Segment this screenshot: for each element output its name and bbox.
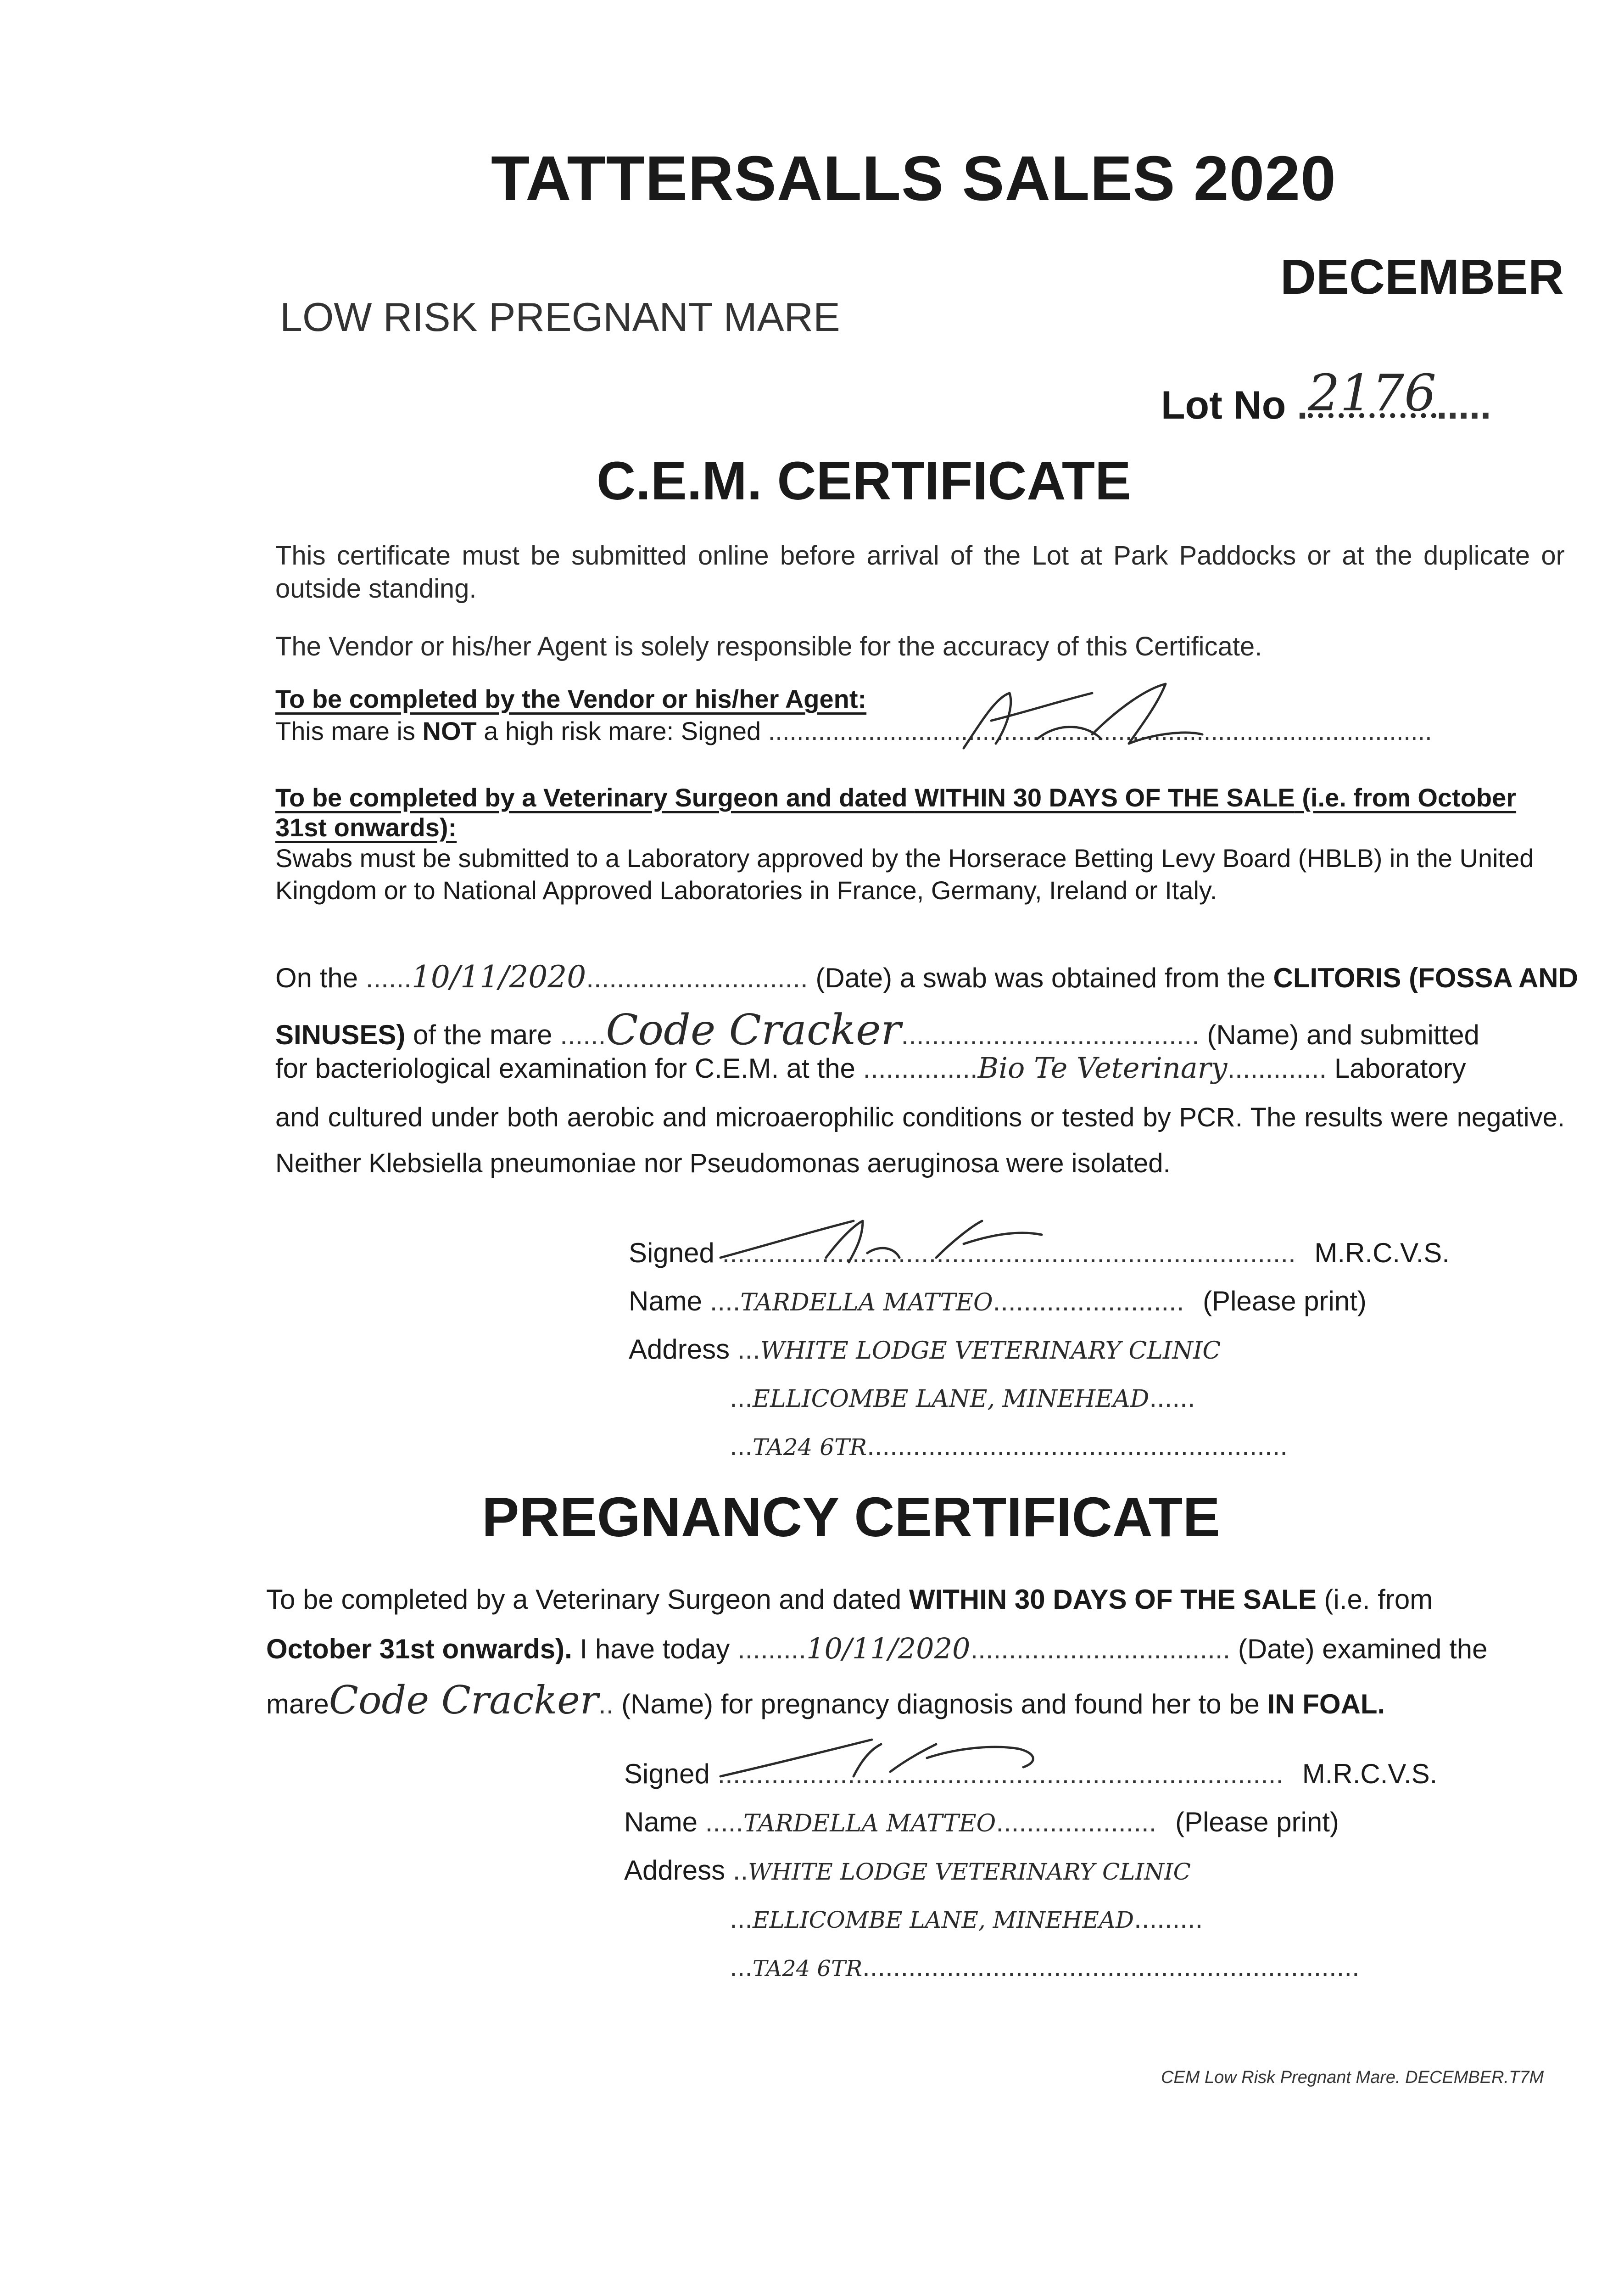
pregnancy-mare-name: Code Cracker <box>329 1678 599 1723</box>
pregnancy-vet-name: TARDELLA MATTEO <box>743 1810 996 1837</box>
vendor-declaration: This mare is NOT a high risk mare: Signed ............................................................................................. <box>275 716 1432 745</box>
cem-swab-date: 10/11/2020 <box>411 959 586 995</box>
cem-address-value-3: TA24 6TR <box>753 1434 867 1461</box>
cem-mare-line: SINUSES) of the mare ......Code Cracker....................................... (Name) and submitted <box>275 1005 1479 1054</box>
cem-address-value-1: WHITE LODGE VETERINARY CLINIC <box>760 1337 1221 1365</box>
page-title: TATTERSALLS SALES 2020 <box>491 143 1336 214</box>
pregnancy-address-value-2: ELLICOMBE LANE, MINEHEAD <box>753 1907 1134 1933</box>
pregnancy-vet-signature <box>716 1730 1065 1786</box>
cem-date-line: On the ......10/11/2020............................. (Date) a swab was obtained from the CLITORIS (FOSSA AND <box>275 959 1578 995</box>
pregnancy-address-value-1: WHITE LODGE VETERINARY CLINIC <box>748 1858 1191 1885</box>
cem-intro-submission: This certificate must be submitted online before arrival of the Lot at Park Paddocks or at the duplicate or outside standing. <box>275 541 1565 604</box>
pregnancy-name-line: Name .....TARDELLA MATTEO..................... (Please print) <box>624 1807 1339 1837</box>
footer-reference: CEM Low Risk Pregnant Mare. DECEMBER.T7M <box>1161 2068 1544 2087</box>
pregnancy-address-value-3: TA24 6TR <box>753 1956 863 1982</box>
cem-signed-line: Signed ........................................................................... M.R.C.V.S. <box>629 1237 1450 1268</box>
pregnancy-signed-line: Signed .......................................................................... M.R.C.V.S. <box>624 1758 1438 1789</box>
sale-month: DECEMBER <box>1280 249 1564 304</box>
cem-intro-responsibility: The Vendor or his/her Agent is solely responsible for the accuracy of this Certificate. <box>275 632 1262 661</box>
swabs-requirement: Swabs must be submitted to a Laboratory approved by the Horserace Betting Levy Board (HBLB) in the United Kingdom or to National Approved Laboratories in France, Germany, Ireland or Italy. <box>275 844 1534 905</box>
certificate-subtitle: LOW RISK PREGNANT MARE <box>280 294 840 340</box>
vendor-signature <box>954 679 1211 757</box>
cem-vet-signature <box>716 1212 1046 1267</box>
pregnancy-title: PREGNANCY CERTIFICATE <box>482 1486 1220 1548</box>
cem-name-line: Name ....TARDELLA MATTEO......................... (Please print) <box>629 1286 1367 1316</box>
cem-results-text: and cultured under both aerobic and microaerophilic conditions or tested by PCR. The results were negative. Neither Klebsiella pneumoniae nor Pseudomonas aeruginosa were isolated. <box>275 1103 1565 1178</box>
cem-mare-name: Code Cracker <box>606 1005 901 1054</box>
vendor-heading: To be completed by the Vendor or his/her Agent: <box>275 684 867 713</box>
cem-address-line2: ...ELLICOMBE LANE, MINEHEAD...... <box>730 1382 1195 1413</box>
cem-lab-line: for bacteriological examination for C.E.M. at the ...............Bio Te Veterinary............. Laboratory <box>275 1051 1466 1085</box>
cem-title: C.E.M. CERTIFICATE <box>597 451 1131 511</box>
pregnancy-line2: October 31st onwards). I have today .........10/11/2020.................................. (Date) examined the <box>266 1632 1488 1665</box>
pregnancy-address-line1: Address ..WHITE LODGE VETERINARY CLINIC <box>624 1855 1191 1886</box>
pregnancy-line1: To be completed by a Veterinary Surgeon and dated WITHIN 30 DAYS OF THE SALE (i.e. from <box>266 1584 1433 1615</box>
pregnancy-address-line3: ...TA24 6TR................................................................. <box>730 1951 1360 1982</box>
cem-vet-name: TARDELLA MATTEO <box>740 1289 993 1316</box>
cem-address-line1: Address ...WHITE LODGE VETERINARY CLINIC <box>629 1334 1221 1365</box>
pregnancy-address-line2: ...ELLICOMBE LANE, MINEHEAD......... <box>730 1903 1203 1934</box>
pregnancy-exam-date: 10/11/2020 <box>806 1632 971 1665</box>
lot-label: Lot No <box>1161 383 1286 427</box>
cem-address-line3: ...TA24 6TR....................................................... <box>730 1430 1288 1461</box>
lot-number: Lot No .2176..... <box>1161 364 1491 427</box>
pregnancy-line3: mareCode Cracker.. (Name) for pregnancy diagnosis and found her to be IN FOAL. <box>266 1678 1385 1723</box>
cem-address-value-2: ELLICOMBE LANE, MINEHEAD <box>753 1385 1150 1413</box>
cem-laboratory-name: Bio Te Veterinary <box>977 1051 1228 1085</box>
vet-heading: To be completed by a Veterinary Surgeon and dated WITHIN 30 DAYS OF THE SALE (i.e. from October 31st onwards): <box>275 783 1517 842</box>
lot-value: 2176 <box>1308 364 1436 422</box>
